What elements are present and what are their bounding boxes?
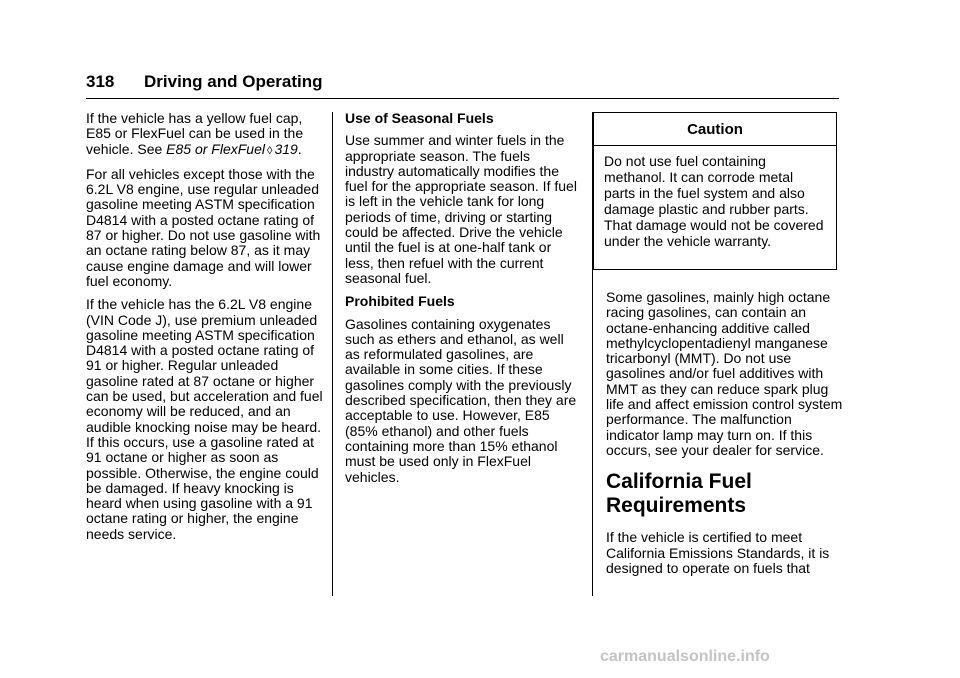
caution-text: Do not use fuel containing methanol. It can corrode metal parts in the fuel system and also damage plastic and rubber parts. That damage would not be covered under the vehicle warranty. xyxy=(604,153,824,249)
caution-title: Caution xyxy=(594,113,836,146)
page-header xyxy=(86,72,839,99)
section-title: Driving and Operating xyxy=(144,72,323,91)
paragraph-prohibited-fuels: Gasolines containing oxygenates such as ethers and ethanol, as well as reformulated gasolines, are available in some cities. If these gasolines comply with the previously described specification, then they are acceptable to use. However, E85 (85% ethanol) and other fuels containing more than 15% ethanol must be used only in FlexFuel vehicles. xyxy=(345,315,577,485)
paragraph-regular-gasoline: For all vehicles except those with the 6.2L V8 engine, use regular unleaded gasoline meeting ASTM specification D4814 with a posted octane rating of 87 or higher. Do not use gasoline with an octane rating below 87, as it may cause engine damage and will lower fuel economy. xyxy=(86,165,321,289)
page-number: 318 xyxy=(86,72,115,91)
column-middle xyxy=(345,111,580,493)
paragraph-seasonal-fuels: Use summer and winter fuels in the appropriate season. The fuels industry automatically modifies the fuel for the appropriate season. If fuel is left in the vehicle tank for long periods of time, driving or starting could be affected. Drive the vehicle until the fuel is at one-half tank or less, then refuel with the current seasonal fuel. xyxy=(345,132,577,286)
column-divider xyxy=(332,112,333,596)
caution-box xyxy=(593,112,837,270)
paragraph-premium-gasoline: If the vehicle has the 6.2L V8 engine (VIN Code J), use premium unleaded gasoline meeting ASTM specification D4814 with a posted octane rating of 91 or higher. Regular unleaded gasoline rated at 87 octane or higher can be used, but acceleration and fuel economy will be reduced, and an audible knocking noise may be heard. If this occurs, use a gasoline rated at 91 octane or higher as soon as possible. Otherwise, the engine could be damaged. If heavy knocking is heard when using gasoline with a 91 octane rating or higher, the engine needs service. xyxy=(86,296,323,542)
link-e85-flexfuel[interactable]: E85 or FlexFuel xyxy=(166,140,265,157)
column-right xyxy=(606,290,846,584)
heading-california-fuel: California Fuel Requirements xyxy=(606,470,752,518)
paragraph-end: . xyxy=(297,140,302,157)
paragraph-yellow-fuel-cap xyxy=(86,111,326,159)
subheading-seasonal-fuels: Use of Seasonal Fuels xyxy=(345,110,494,126)
column-left xyxy=(86,111,326,550)
paragraph-mmt-additive: Some gasolines, mainly high octane racing gasolines, can contain an octane-enhancing additive called methylcyclopentadienyl manganese tricarbonyl (MMT). Do not use gasolines and/or fuel additives with MMT as they can reduce spark plug life and affect emission control system performance. The malfunction indicator lamp may turn on. If this occurs, see your dealer for service. xyxy=(606,289,843,458)
page-reference-number[interactable]: 319 xyxy=(274,140,298,157)
subheading-prohibited-fuels: Prohibited Fuels xyxy=(345,293,455,310)
paragraph-california-fuel: If the vehicle is certified to meet California Emissions Standards, it is designed to operate on fuels that xyxy=(606,529,830,576)
page-reference-icon: ◊ xyxy=(267,144,273,157)
paragraph-text: If the vehicle has a yellow fuel cap, E85 or FlexFuel can be used in the vehicle. See xyxy=(86,110,304,157)
watermark: carmanualsonline.info xyxy=(600,648,770,665)
